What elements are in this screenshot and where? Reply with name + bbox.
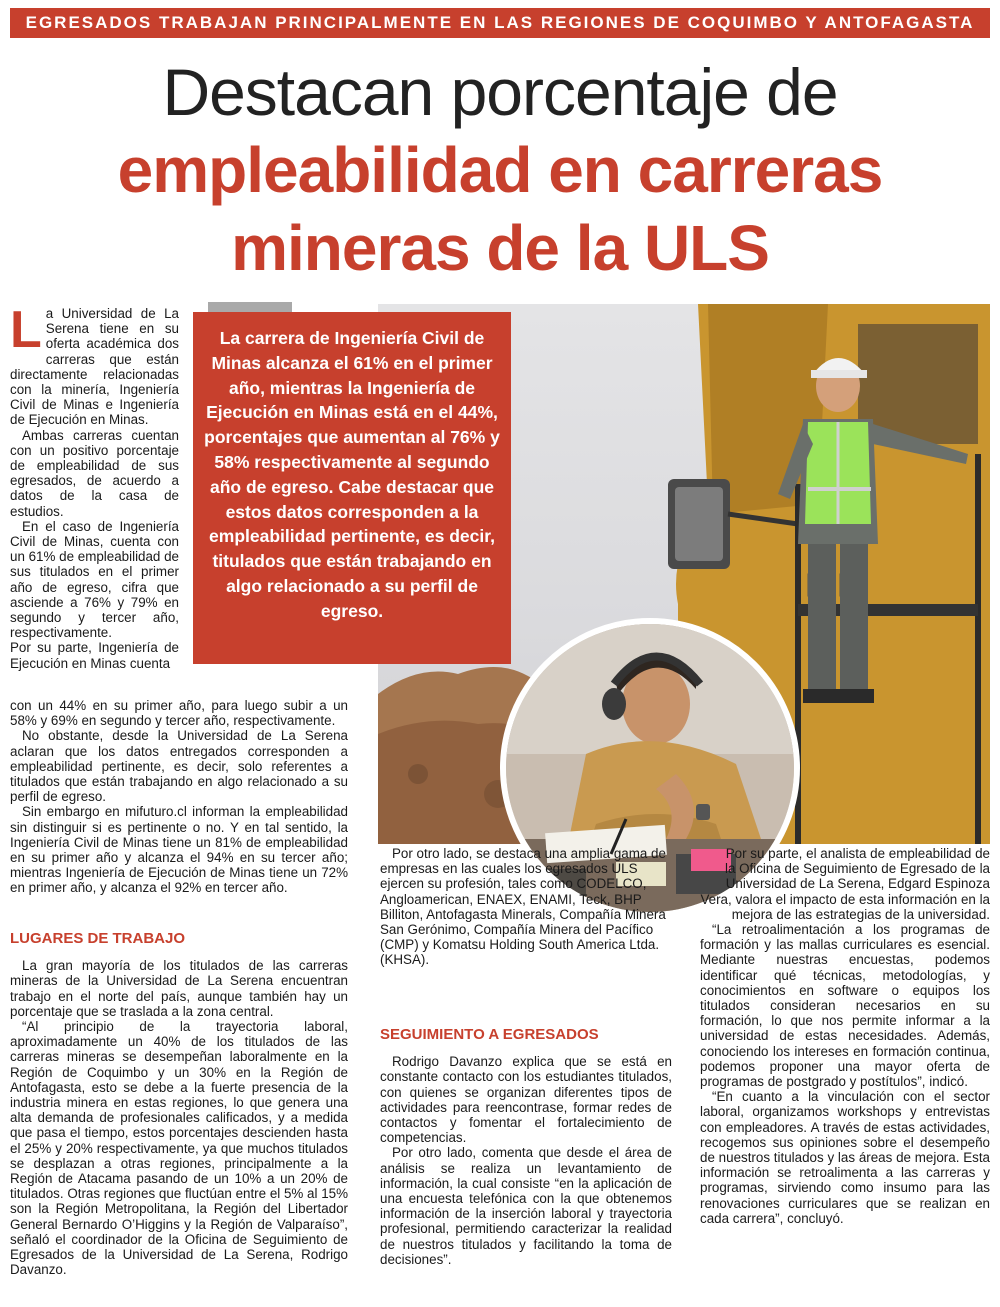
paragraph: “La retroalimentación a los programas de formación y las mallas curriculares es esencial. Mediante nuestras encuestas, podemos identificar qué técnicas, metodologías, y conocimientos en software o equipos los titulados consideran necesarios en su formación, lo que nos permite informar a la universidad de estas necesidades. Además, conociendo los intereses en formación continua, podemos proponer una mayor oferta de programas de postgrado y postítulos”, indicó. [700, 922, 990, 1090]
paragraph: Sin embargo en mifuturo.cl informan la empleabilidad sin distinguir si es pertinente o no. Y en tal sentido, la Ingeniería Civil de Minas tiene un 81% de empleabilidad en su primer año y alcanza el 94% en su tercer año; mientras Ingeniería de Ejecución de Minas tiene un 72% en primer año, y alcanza el 92% en tercer año. [10, 804, 348, 896]
paragraph: Por su parte, el analista de empleabilidad de la Oficina de Seguimiento de Egresado de la Universidad de La Serena, Edgard Espinoza Vera, valora el impacto de esta información en la mejora de las estrategias de la universidad. [700, 846, 990, 922]
paragraph: con un 44% en su primer año, para luego subir a un 58% y 69% en segundo y tercer año, respectivamente. [10, 698, 348, 729]
paragraph: Ambas carreras cuentan con un positivo porcentaje de empleabilidad de sus egresados, de acuerdo a datos de la casa de estudios. [10, 427, 179, 519]
column-2-section [380, 1027, 672, 1267]
column-3 [700, 846, 990, 1226]
headline-line-1: Destacan porcentaje de [162, 55, 838, 129]
paragraph: La gran mayoría de los titulados de las carreras mineras de la Universidad de La Serena encuentran trabajo en el norte del país, aunque también hay un porcentaje que se traslada a la zona central. [10, 958, 348, 1019]
subhead-lugares: LUGARES DE TRABAJO [10, 930, 186, 947]
paragraph: Por otro lado, comenta que desde el área de análisis se realiza un levantamiento de información, la cual consiste “en la aplicación de una encuesta telefónica con la que obtenemos información de la inserción laboral y trayectoria profesional, permitiendo caracterizar la realidad de nuestros titulados y facilitando la toma de decisiones”. [380, 1145, 672, 1267]
paragraph: a Universidad de La Serena tiene en su oferta académica dos carreras que están directamente relacionadas con la minería, Ingeniería Civil de Minas e Ingeniería de Ejecución en Minas. [10, 306, 179, 428]
paragraph: Rodrigo Davanzo explica que se está en constante contacto con los estudiantes titulados, con quienes se organizan diferentes tipos de actividades para reencontrase, formar redes de contactos y fomentar el fortalecimiento de competencias. [380, 1054, 672, 1146]
paragraph: “En cuanto a la vinculación con el sector laboral, organizamos workshops y entrevistas con empleadores. A través de estas actividades, recogemos sus opiniones sobre el desempeño de nuestros titulados y las áreas de mejora. Esta información se retroalimenta a las carreras y programas, sirviendo como insumo para las renovaciones curriculares que se realizan en cada carrera”, concluyó. [700, 1089, 990, 1226]
paragraph: Por otro lado, se destaca una amplia gama de empresas en las cuales los egresados ULS ejercen su profesión, tales como CODELCO, Angloamerican, ENAEX, ENAMI, Teck, BHP Billiton, Antofagasta Minerals, Compañía Minera San Gerónimo, Compañía Minera del Pacífico (CMP) y Komatsu Holding South America Ltda. (KHSA). [380, 846, 666, 968]
paragraph: No obstante, desde la Universidad de La Serena aclaran que los datos entregados corresponden a empleabilidad pertinente, es decir, solo referentes a titulados que están trabajando en algo relacionado a su perfil de egreso. [10, 728, 348, 805]
column-1-narrow [10, 301, 179, 671]
kicker-banner: EGRESADOS TRABAJAN PRINCIPALMENTE EN LAS REGIONES DE COQUIMBO Y ANTOFAGASTA [10, 8, 990, 38]
headline-line-2: empleabilidad en carreras [117, 134, 883, 206]
paragraph: “Al principio de la trayectoria laboral, aproximadamente un 40% de los titulados de las carreras mineras se desempeñan laboralmente en la Región de Coquimbo y un 30% en la Región de Antofagasta, esto se debe a la fuerte presencia de la industria minera en estas regiones, lo que genera una alta demanda de profesionales calificados, y a medida que pasa el tiempo, estos porcentajes descienden hasta el 25% y 20% respectivamente, ya que muchos titulados se desplazan a otras regiones, principalmente a la Región de Atacama pasando de un 10% a un 20% de titulados. Otras regiones que fluctúan entre el 5% al 15% son la Región Metropolitana, la Región del Libertador General Bernardo O’Higgins y la Región de Valparaíso”, señaló el coordinador de la Oficina de Seguimiento de Egresados de la Universidad de La Serena, Rodrigo Davanzo. [10, 1019, 348, 1278]
column-1-wide [10, 698, 348, 896]
pullquote: La carrera de Ingeniería Civil de Minas alcanza el 61% en el primer año, mientras la Ingeniería de Ejecución en Minas está en el 44%, porcentajes que aumentan al 76% y 58% respectivamente al segundo año de egreso. Cabe destacar que estos datos corresponden a la empleabilidad pertinente, es decir, titulados que están trabajando en algo relacionado a su perfil de egreso. [193, 312, 511, 664]
dropcap: L [10, 301, 42, 359]
paragraph: Por su parte, Ingeniería de Ejecución en Minas cuenta [10, 640, 179, 671]
column-2-top [380, 846, 672, 968]
paragraph: En el caso de Ingeniería Civil de Minas, cuenta con un 61% de empleabilidad de sus titulados en el primer año de egreso, cifra que asciende a 76% y 79% en segundo y tercer año, respectivamente. [10, 518, 179, 641]
column-1-section [10, 931, 348, 1277]
subhead-seguimiento: SEGUIMIENTO A EGRESADOS [380, 1026, 599, 1043]
headline-line-3: mineras de la ULS [231, 212, 769, 284]
